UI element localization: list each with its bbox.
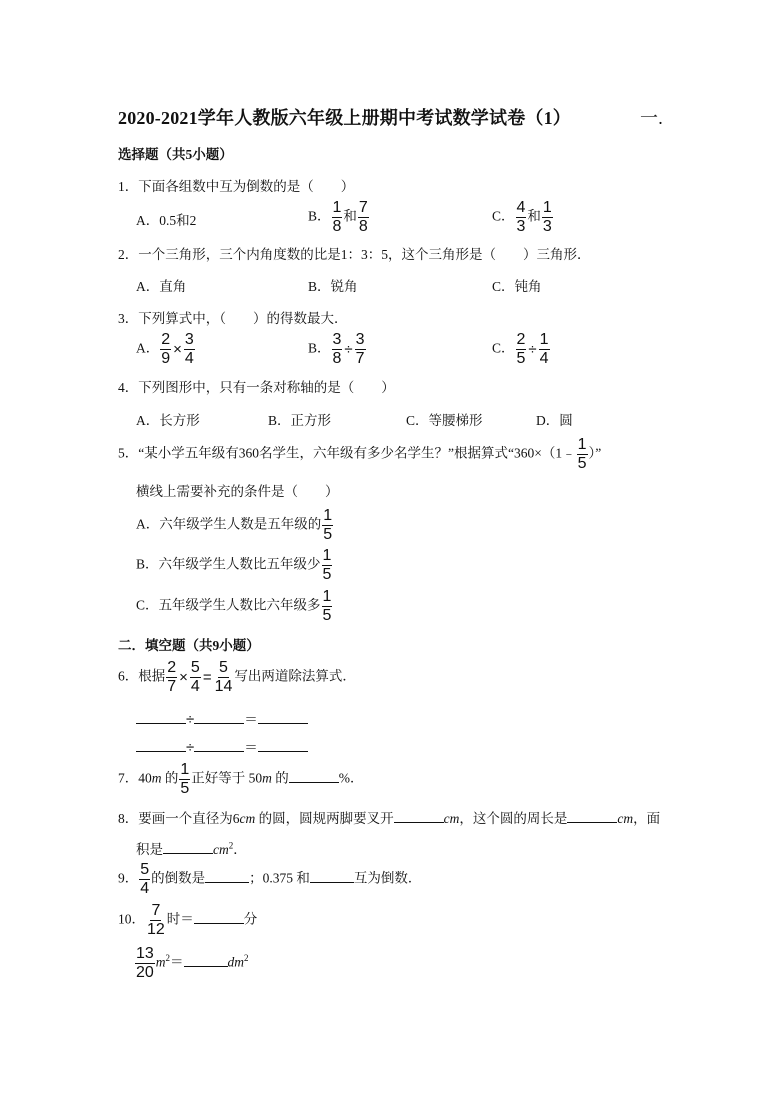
answer-blank[interactable] xyxy=(289,770,339,783)
unit-m: m xyxy=(151,770,162,786)
q10-pre: 10． xyxy=(118,911,145,927)
question-7 xyxy=(118,762,364,797)
fraction: $\frac{2}{5}$ xyxy=(516,331,526,367)
q7-mid2: 正好等于 50 xyxy=(191,770,263,786)
fraction: $\frac{2}{9}$ xyxy=(161,331,171,367)
fraction: $\frac{1}{5}$ xyxy=(577,436,587,472)
q7-post: %． xyxy=(338,770,364,786)
fraction: $\frac{1}{8}$ xyxy=(332,199,342,235)
answer-blank[interactable] xyxy=(194,739,244,752)
section2-heading: 二．填空题（共9小题） xyxy=(118,638,260,653)
q2-option-b[interactable]: B．锐角 xyxy=(308,279,358,294)
unit-m: m xyxy=(262,770,272,786)
q8-line2-post: ． xyxy=(233,842,247,857)
answer-blank[interactable] xyxy=(394,810,444,823)
q1-b-label: B． xyxy=(308,208,331,224)
fraction: $\frac{3}{7}$ xyxy=(355,331,365,367)
fraction: $\frac{1}{5}$ xyxy=(322,547,332,583)
answer-blank[interactable] xyxy=(136,739,186,752)
q5-b-text: B．六年级学生人数比五年级少 xyxy=(136,556,321,572)
fraction: $\frac{5}{4}$ xyxy=(140,861,150,897)
q4-option-d[interactable]: D．圆 xyxy=(536,413,573,428)
superscript-2: 2 xyxy=(228,840,234,851)
q3-option-a[interactable] xyxy=(136,332,196,367)
q2-option-a[interactable]: A．直角 xyxy=(136,279,187,294)
question-8-line1 xyxy=(118,807,660,827)
fraction: $\frac{13}{20}$ xyxy=(136,945,154,981)
fraction: $\frac{5}{14}$ xyxy=(214,659,233,695)
q6-pre: 6．根据 xyxy=(118,668,166,684)
q5-option-b[interactable] xyxy=(136,548,333,583)
unit-cm: cm xyxy=(213,842,229,857)
fraction: $\frac{4}{3}$ xyxy=(516,199,526,235)
q1-b-join: 和 xyxy=(343,208,357,224)
fraction: $\frac{1}{5}$ xyxy=(323,507,333,543)
question-4-stem: 4．下列图形中，只有一条对称轴的是（ ） xyxy=(118,380,395,395)
q8-post: ，面 xyxy=(633,811,661,826)
q9-post: 互为倒数． xyxy=(353,870,422,886)
unit-cm: cm xyxy=(443,811,460,826)
divide-sign: ÷ xyxy=(528,341,537,358)
q1-c-join: 和 xyxy=(527,208,541,224)
q5-stem-close: ）” xyxy=(588,445,602,461)
exam-title-text: 2020-2021学年人教版六年级上册期中考试数学试卷（1） xyxy=(118,108,571,128)
question-5-stem xyxy=(118,437,601,472)
fraction: $\frac{7}{12}$ xyxy=(147,902,165,938)
q8-pre: 8．要画一个直径为6 xyxy=(118,811,240,826)
fraction: $\frac{1}{4}$ xyxy=(539,331,549,367)
answer-blank[interactable] xyxy=(258,711,308,724)
q7-mid1: 的 xyxy=(161,770,179,786)
answer-blank[interactable] xyxy=(258,739,308,752)
unit-dm: dm xyxy=(227,954,245,970)
q5-option-a[interactable] xyxy=(136,508,334,543)
q7-pre: 7．40 xyxy=(118,770,152,786)
q8-mid2: ，这个圆的周长是 xyxy=(459,811,568,826)
question-6-stem xyxy=(118,660,356,695)
times-sign: × xyxy=(173,341,182,358)
q5-a-text: A．六年级学生人数是五年级的 xyxy=(136,516,322,532)
answer-blank[interactable] xyxy=(310,870,354,883)
q6-answer-line-2 xyxy=(136,736,308,756)
q1-c-label: C． xyxy=(492,208,515,224)
fraction: $\frac{5}{4}$ xyxy=(190,659,200,695)
q8-mid: 的圆，圆规两脚要叉开 xyxy=(255,811,394,826)
fraction: $\frac{3}{4}$ xyxy=(184,331,194,367)
exam-title xyxy=(118,104,571,130)
answer-blank[interactable] xyxy=(567,810,617,823)
superscript-2: 2 xyxy=(165,953,171,964)
q4-option-b[interactable]: B．正方形 xyxy=(268,413,332,428)
q4-option-a[interactable]: A．长方形 xyxy=(136,413,200,428)
question-8-line2 xyxy=(136,838,247,858)
q10-minute-unit: 分 xyxy=(243,911,258,927)
q5-c-text: C．五年级学生人数比六年级多 xyxy=(136,597,321,613)
equals-sign: ＝ xyxy=(244,740,258,755)
answer-blank[interactable] xyxy=(205,870,249,883)
section1-heading: 选择题（共5小题） xyxy=(118,147,233,162)
q7-mid3: 的 xyxy=(271,770,289,786)
divide-sign: ÷ xyxy=(186,711,195,728)
q9-mid2: ；0.375 和 xyxy=(249,870,310,886)
superscript-2: 2 xyxy=(244,953,249,964)
q10-hour-eq: 时＝ xyxy=(166,911,194,927)
q2-option-c[interactable]: C．钝角 xyxy=(492,279,542,294)
fraction: $\frac{2}{7}$ xyxy=(167,659,177,695)
question-2-stem: 2．一个三角形，三个内角度数的比是1：3：5，这个三角形是（ ）三角形． xyxy=(118,247,591,262)
question-5-stem-line2: 横线上需要补充的条件是（ ） xyxy=(136,484,339,499)
q1-option-c[interactable] xyxy=(492,200,554,235)
equals-sign: = xyxy=(202,669,212,686)
q5-option-c[interactable] xyxy=(136,589,333,624)
q9-pre: 9． xyxy=(118,870,139,886)
answer-blank[interactable] xyxy=(163,841,213,854)
q3-b-label: B． xyxy=(308,340,331,356)
fraction: $\frac{1}{5}$ xyxy=(322,588,332,624)
equals-sign: ＝ xyxy=(244,712,258,727)
q3-option-b[interactable] xyxy=(308,332,367,367)
times-sign: × xyxy=(179,669,188,686)
q3-option-c[interactable] xyxy=(492,332,551,367)
q8-line2-pre: 积是 xyxy=(136,842,163,857)
question-10-line2 xyxy=(134,946,249,981)
question-3-stem: 3．下列算式中，（ ）的得数最大． xyxy=(118,311,348,326)
question-10-line1 xyxy=(118,903,257,938)
q6-post: 写出两道除法算式． xyxy=(234,668,356,684)
q9-mid: 的倒数是 xyxy=(151,870,206,886)
answer-blank[interactable] xyxy=(184,954,228,967)
q6-answer-line-1 xyxy=(136,708,308,728)
q3-c-label: C． xyxy=(492,340,515,356)
answer-blank[interactable] xyxy=(194,911,244,924)
question-9 xyxy=(118,862,421,897)
q3-a-label: A． xyxy=(136,340,160,356)
unit-cm: cm xyxy=(239,811,256,826)
fraction: $\frac{7}{8}$ xyxy=(358,199,368,235)
q5-stem-text: 5．“某小学五年级有360名学生，六年级有多少名学生？”根据算式“360×（1﹣ xyxy=(118,445,576,461)
q1-option-a[interactable]: A．0.5和2 xyxy=(136,213,197,228)
divide-sign: ÷ xyxy=(186,739,195,756)
answer-blank[interactable] xyxy=(136,711,186,724)
answer-blank[interactable] xyxy=(194,711,244,724)
unit-m: m xyxy=(155,954,166,970)
section1-number: 一. xyxy=(640,108,663,128)
fraction: $\frac{1}{5}$ xyxy=(180,761,190,797)
unit-cm: cm xyxy=(617,811,634,826)
equals-sign: ＝ xyxy=(170,954,184,970)
question-1-stem: 1．下面各组数中互为倒数的是（ ） xyxy=(118,179,355,194)
q4-option-c[interactable]: C．等腰梯形 xyxy=(406,413,483,428)
fraction: $\frac{3}{8}$ xyxy=(332,331,342,367)
q1-option-b[interactable] xyxy=(308,200,370,235)
fraction: $\frac{1}{3}$ xyxy=(542,199,552,235)
divide-sign: ÷ xyxy=(344,341,353,358)
